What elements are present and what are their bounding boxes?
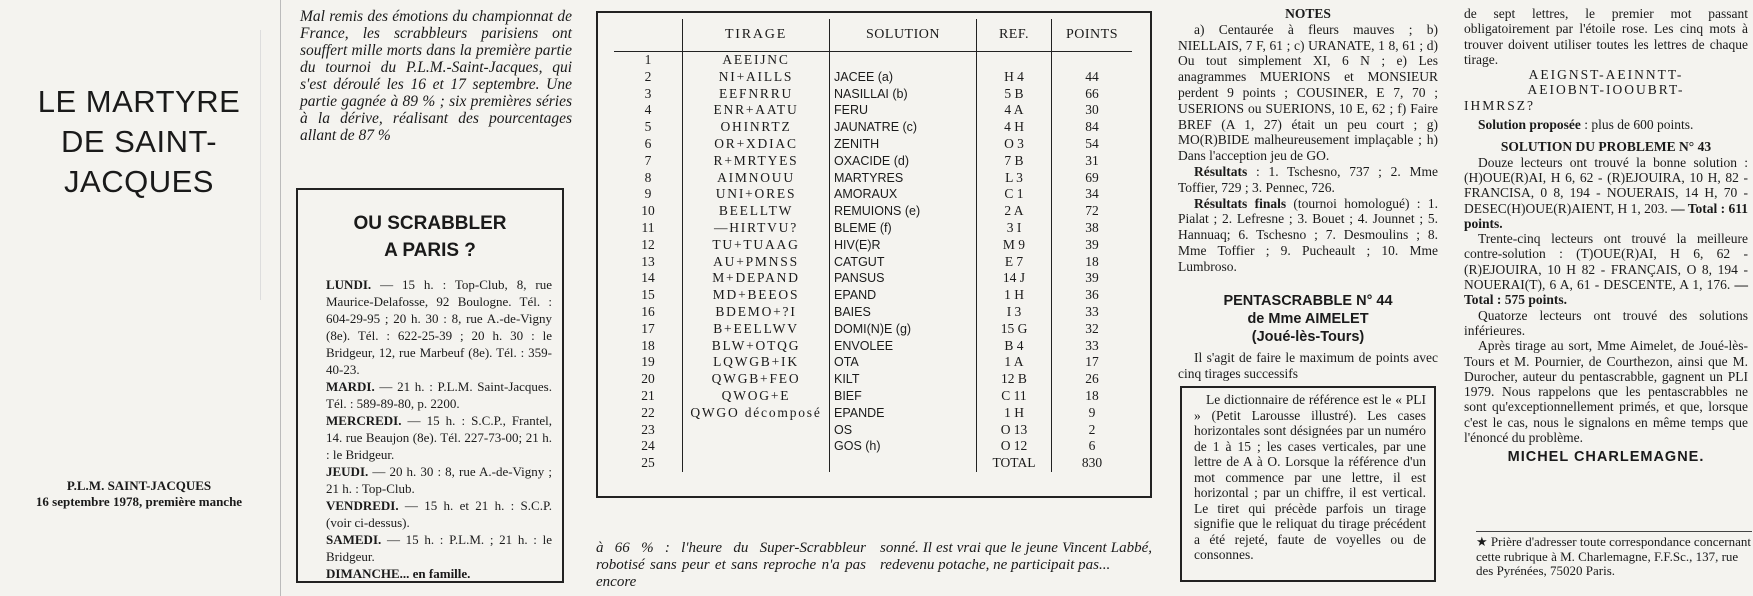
row-solution: CATGUT [830, 254, 977, 271]
day-text: — 15 h. : Top-Club, 8, rue Maurice-Delafosse, 92 Boulogne. Tél. : 604-29-95 ; 20 h. 30 : 8, rue A.-de-Vigny (8e). Tél. : 622-25-39 ; 20 h. 30 : le Bridgeur, 12, rue Marbeuf (8e). Tél. : 359-40-23. [326, 277, 552, 377]
row-number: 9 [644, 186, 652, 202]
row-ref: TOTAL [977, 455, 1052, 472]
row-points: 18 [1052, 254, 1133, 271]
day-label: VENDREDI. [326, 498, 399, 513]
row-ref: 14 J [977, 270, 1052, 287]
row-ref: 12 B [977, 371, 1052, 388]
table-row [614, 254, 1132, 271]
row-ref: 3 I [977, 220, 1052, 237]
row-ref: 5 B [977, 86, 1052, 103]
letters-line-3: IHMRSZ? [1464, 97, 1535, 113]
row-tirage: ENR+AATU [683, 102, 830, 119]
table-row [614, 136, 1132, 153]
letters-line-1: AEIGNST-AEINNTT- [1528, 67, 1684, 83]
row-number: 11 [641, 219, 655, 235]
row-tirage: EEFNRRU [683, 86, 830, 103]
row-ref: 1 H [977, 287, 1052, 304]
row-solution: BAIES [830, 304, 977, 321]
table-row [614, 388, 1132, 405]
signature: MICHEL CHARLEMAGNE. [1507, 449, 1705, 466]
row-number: 8 [644, 169, 652, 185]
row-points: 830 [1052, 455, 1133, 472]
row-solution: BLEME (f) [830, 220, 977, 237]
day-text: — 20 h. 30 : 8, rue A.-de-Vigny ; 21 h. : Top-Club. [326, 464, 552, 496]
schedule-dimanche [326, 565, 552, 582]
row-tirage: AIMNOUU [683, 170, 830, 187]
row-number: 7 [644, 152, 652, 168]
row-tirage [683, 438, 830, 455]
row-solution: ENVOLEE [830, 338, 977, 355]
caption-line-2: 16 septembre 1978, première manche [35, 494, 243, 509]
row-tirage: BEELLTW [683, 203, 830, 220]
row-number: 4 [644, 102, 652, 118]
table-row [614, 371, 1132, 388]
table-header-row [614, 19, 1132, 52]
row-ref: M 9 [977, 237, 1052, 254]
row-solution: JACEE (a) [830, 69, 977, 86]
schedule-mardi [326, 378, 552, 412]
row-number: 18 [641, 337, 655, 353]
header-points: POINTS [1052, 19, 1133, 52]
solution-total: — Total : 611 points. [1464, 200, 1749, 231]
row-ref: E 7 [977, 254, 1052, 271]
row-number: 6 [644, 135, 652, 151]
final-results-label: Résultats finals [1194, 195, 1287, 211]
proposed-text: : plus de 600 points. [1580, 117, 1694, 133]
row-number: 19 [641, 354, 655, 370]
schedule-mercredi [326, 412, 552, 463]
table-row [614, 338, 1132, 355]
notes-text: a) Centaurée à fleurs mauves ; b) NIELLAIS, 7 F, 61 ; c) URANATE, 1 8, 61 ; d) Ou tout simplement XI, 6 N ; e) Les anagrammes MUERIONS et MONSIEUR perdent 9 points ; COUSINER, E 7, 70 ; USERIONS ou SUERIONS, 10 E, 62 ; f) Faire BREF (A 1, 27) était un peu court ; g) MO(R)BIDE malheureusement implaçable ; h) Dans l'acception jeu de GO. [1178, 21, 1438, 164]
schedule-jeudi [326, 463, 552, 497]
table-row [614, 237, 1132, 254]
table-row [614, 170, 1132, 187]
ou-scrabbler-heading [298, 210, 562, 264]
table-row [614, 270, 1132, 287]
row-points: 84 [1052, 119, 1133, 136]
row-solution: OS [830, 422, 977, 439]
row-solution: EPANDE [830, 405, 977, 422]
row-solution: REMUIONS (e) [830, 203, 977, 220]
table-row [614, 220, 1132, 237]
table-row [614, 354, 1132, 371]
pentascrabble-intro: Il s'agit de faire le maximum de points avec cinq tirages successifs [1178, 350, 1438, 381]
row-tirage: LQWGB+IK [683, 354, 830, 371]
row-points: 39 [1052, 270, 1133, 287]
row-points: 2 [1052, 422, 1133, 439]
table-row [614, 438, 1132, 455]
solution-body: Douze lecteurs ont trouvé la bonne solution : (H)OUE(R)AI, H 6, 62 - (R)EJOUIRA, 10 H, 82 - FRANCISA, 0 8, 194 - NOUERAIS, 14 H, 70 - DESEC(H)OUE(R)AIENT, H 1, 203. [1464, 154, 1748, 216]
ou-scrabbler-box [296, 188, 564, 583]
notes-final-results [1178, 196, 1438, 275]
row-points: 36 [1052, 287, 1133, 304]
row-number: 22 [641, 404, 655, 420]
row-tirage: QWGB+FEO [683, 371, 830, 388]
header-number [614, 19, 683, 52]
counter-solution-text [1464, 231, 1748, 307]
game-table-box [596, 11, 1152, 498]
draw-text: Après tirage au sort, Mme Aimelet, de Joué-lès-Tours et M. Pournier, de Courthezon, ainsi que M. Durocher, auteur du pentascrabble, gagnent un PLI 1979. Nous rappelons que les pentascrabbles ne sont qu'exceptionnellement primés, et que, lorsque c'est le cas, nous le signalons en même temps que l'énoncé du problème. [1464, 338, 1748, 446]
table-row [614, 186, 1132, 203]
row-tirage: TU+TUAAG [683, 237, 830, 254]
row-solution: PANSUS [830, 270, 977, 287]
row-points: 32 [1052, 321, 1133, 338]
bottom-text-col2: sonné. Il est vrai que le jeune Vincent Labbé, redevenu potache, ne participait pas... [880, 540, 1152, 573]
row-number: 17 [641, 320, 655, 336]
row-tirage [683, 455, 830, 472]
solution-text [1464, 155, 1748, 231]
title-text: LE MARTYRE DE SAINT-JACQUES [37, 84, 241, 199]
row-ref: 15 G [977, 321, 1052, 338]
row-points: 31 [1052, 153, 1133, 170]
row-ref: 1 H [977, 405, 1052, 422]
row-ref: 4 A [977, 102, 1052, 119]
row-solution [830, 455, 977, 472]
caption-line-1: P.L.M. SAINT-JACQUES [66, 478, 212, 493]
row-solution: BIEF [830, 388, 977, 405]
ou-scrabbler-body [298, 276, 562, 582]
game-table [614, 19, 1132, 472]
row-number: 13 [641, 253, 655, 269]
dictionary-box: Le dictionnaire de référence est le « PLI » (Petit Larousse illustré). Les cases horizontales sont désignées par un numéro de 1 à 15 ; les cases verticales, par une lettre de A à O. Lorsque la référence d'un mot commence par une lettre, il est horizontal ; par un chiffre, il est vertical. Le tiret qui précède parfois un tirage signifie que le reliquat du tirage précédent a été rejeté, faute de voyelles ou de consonnes. [1180, 386, 1436, 582]
day-label: LUNDI. [326, 277, 372, 292]
row-tirage: OR+XDIAC [683, 136, 830, 153]
final-results-text: (tournoi homologué) : 1. Pialat ; 2. Lefresne ; 3. Bouet ; 4. Jounnet ; 5. Hannuaq; 6. Tschesno ; 7. Desmoulins ; 8. Mme Toffier ; 9. Pucheault ; 10. Mme Lumbroso. [1178, 195, 1439, 274]
row-points: 33 [1052, 338, 1133, 355]
row-number: 16 [641, 303, 655, 319]
row-tirage: B+EELLWV [683, 321, 830, 338]
row-points: 33 [1052, 304, 1133, 321]
row-solution: FERU [830, 102, 977, 119]
row-ref: C 11 [977, 388, 1052, 405]
table-row [614, 86, 1132, 103]
row-ref [977, 52, 1052, 69]
row-ref: O 12 [977, 438, 1052, 455]
row-tirage [683, 422, 830, 439]
letters-line-2: AEIOBNT-IOOUBRT- [1527, 82, 1685, 98]
row-points: 39 [1052, 237, 1133, 254]
notes-section [1178, 6, 1438, 275]
row-solution: MARTYRES [830, 170, 977, 187]
proposed-label: Solution proposée [1478, 117, 1581, 133]
day-text: — 21 h. : P.L.M. Saint-Jacques. Tél. : 589-89-80, p. 2200. [326, 379, 552, 411]
article-title [0, 82, 278, 202]
table-row [614, 203, 1132, 220]
row-solution: JAUNATRE (c) [830, 119, 977, 136]
row-points: 6 [1052, 438, 1133, 455]
row-points: 34 [1052, 186, 1133, 203]
row-tirage: MD+BEEOS [683, 287, 830, 304]
row-points: 30 [1052, 102, 1133, 119]
intro-paragraph: Mal remis des émotions du championnat de France, les scrabbleurs parisiens ont souffert mille morts dans la première partie du tournoi du P.L.M.-Saint-Jacques, qui s'est déroulé les 16 et 17 septembre. Une partie gagnée à 89 % ; six premières séries à la dérive, réalisant des pourcentages allant de 87 % [300, 8, 572, 144]
row-points: 26 [1052, 371, 1133, 388]
photo-caption [0, 478, 278, 510]
table-row [614, 304, 1132, 321]
row-number: 2 [644, 68, 652, 84]
table-row [614, 102, 1132, 119]
row-solution: DOMI(N)E (g) [830, 321, 977, 338]
table-row [614, 153, 1132, 170]
right-column [1464, 6, 1748, 466]
row-tirage: M+DEPAND [683, 270, 830, 287]
row-ref: 7 B [977, 153, 1052, 170]
row-solution: AMORAUX [830, 186, 977, 203]
row-number: 1 [644, 52, 652, 67]
table-body [614, 52, 1132, 472]
row-ref: 1 A [977, 354, 1052, 371]
header-tirage: TIRAGE [683, 19, 830, 52]
row-number: 3 [644, 85, 652, 101]
row-tirage: BLW+OTQG [683, 338, 830, 355]
row-solution: OTA [830, 354, 977, 371]
row-points: 9 [1052, 405, 1133, 422]
table-row [614, 119, 1132, 136]
header-solution: SOLUTION [830, 19, 977, 52]
row-ref: 2 A [977, 203, 1052, 220]
row-solution [830, 52, 977, 69]
row-tirage: R+MRTYES [683, 153, 830, 170]
row-tirage: QWOG+E [683, 388, 830, 405]
row-ref: 4 H [977, 119, 1052, 136]
row-number: 15 [641, 287, 655, 303]
table-row [614, 422, 1132, 439]
row-tirage: AU+PMNSS [683, 254, 830, 271]
table-row [614, 287, 1132, 304]
results-label: Résultats [1194, 163, 1248, 179]
row-tirage: NI+AILLS [683, 69, 830, 86]
row-tirage: UNI+ORES [683, 186, 830, 203]
row-points: 72 [1052, 203, 1133, 220]
row-solution: EPAND [830, 287, 977, 304]
row-ref: L 3 [977, 170, 1052, 187]
row-ref: C 1 [977, 186, 1052, 203]
row-solution: OXACIDE (d) [830, 153, 977, 170]
row-number: 10 [641, 203, 655, 219]
solution-heading: SOLUTION DU PROBLEME N° 43 [1500, 139, 1712, 155]
counter-body: Trente-cinq lecteurs ont trouvé la meilleure contre-solution : (T)OUE(R)AI, H 6, 62 - (R)EJOUIRA, 10 H 82 - FRANÇAIS, O 8, 194 - NOUERAI(T), 6 A, 61 - DESCENTE, A 1, 176. [1464, 231, 1748, 293]
proposed-solution [1464, 117, 1748, 132]
day-label: JEUDI. [326, 464, 369, 479]
day-text: — 15 h. et 21 h. : S.C.P. (voir ci-dessus). [326, 498, 552, 530]
row-points: 66 [1052, 86, 1133, 103]
row-number: 21 [641, 387, 655, 403]
row-ref: H 4 [977, 69, 1052, 86]
table-row [614, 455, 1132, 472]
row-number: 24 [641, 438, 655, 454]
notes-heading: NOTES [1285, 6, 1331, 21]
row-number: 25 [641, 455, 655, 471]
header-ref: REF. [977, 19, 1052, 52]
row-tirage: —HIRTVU? [683, 220, 830, 237]
row-points: 18 [1052, 388, 1133, 405]
row-solution: ZENITH [830, 136, 977, 153]
row-ref: O 3 [977, 136, 1052, 153]
row-ref: B 4 [977, 338, 1052, 355]
row-number: 12 [641, 236, 655, 252]
column-rule [280, 0, 281, 596]
row-number: 23 [641, 421, 655, 437]
day-label: DIMANCHE... en famille. [326, 566, 471, 581]
row-points: 38 [1052, 220, 1133, 237]
row-number: 20 [641, 371, 655, 387]
schedule-samedi [326, 531, 552, 565]
row-solution: HIV(E)R [830, 237, 977, 254]
bottom-text-col1: à 66 % : l'heure du Super-Scrabbleur robotisé sans peur et sans reproche n'a pas encore [596, 540, 866, 590]
day-text: — 15 h. : S.C.P., Frantel, 14. rue Beaujon (8e). Tél. 227-73-00; 21 h. : le Bridgeur. [326, 413, 552, 462]
table-row [614, 52, 1132, 69]
row-ref: I 3 [977, 304, 1052, 321]
heading-line-1: OU SCRABBLER [353, 213, 507, 234]
pentascrabble-heading [1178, 292, 1438, 346]
table-row [614, 405, 1132, 422]
table-row [614, 321, 1132, 338]
day-label: SAMEDI. [326, 532, 382, 547]
counter-total: — Total : 575 points. [1464, 277, 1748, 308]
table-row [614, 69, 1132, 86]
inferior-solutions: Quatorze lecteurs ont trouvé des solutions inférieures. [1464, 307, 1748, 338]
penta-continuation: de sept lettres, le premier mot passant obligatoirement par l'étoile rose. Les cinq mots à trouver doivent utiliser toutes les lettres de chaque tirage. [1464, 6, 1748, 67]
row-points: 44 [1052, 69, 1133, 86]
row-number: 14 [641, 270, 655, 286]
row-points [1052, 52, 1133, 69]
penta-heading-line-1: PENTASCRABBLE N° 44 [1223, 293, 1393, 309]
schedule-lundi [326, 276, 552, 378]
penta-heading-line-2: de Mme AIMELET [1247, 311, 1369, 327]
row-tirage: AEEIJNC [683, 52, 830, 69]
row-solution: KILT [830, 371, 977, 388]
penta-heading-line-3: (Joué-lès-Tours) [1251, 329, 1365, 345]
footnote: ★ Prière d'adresser toute correspondance concernant cette rubrique à M. Charlemagne, F.F.Sc., 137, rue des Pyrénées, 75020 Paris. [1476, 531, 1752, 579]
row-points: 17 [1052, 354, 1133, 371]
day-text: — 15 h. : P.L.M. ; 21 h. : le Bridgeur. [326, 532, 552, 564]
row-ref: O 13 [977, 422, 1052, 439]
notes-results [1178, 164, 1438, 196]
row-solution: GOS (h) [830, 438, 977, 455]
row-points: 54 [1052, 136, 1133, 153]
row-solution: NASILLAI (b) [830, 86, 977, 103]
row-number: 5 [644, 119, 652, 135]
row-points: 69 [1052, 170, 1133, 187]
row-tirage: BDEMO+?I [683, 304, 830, 321]
row-tirage: OHINRTZ [683, 119, 830, 136]
row-tirage: QWGO décomposé [683, 405, 830, 422]
schedule-vendredi [326, 497, 552, 531]
day-label: MARDI. [326, 379, 375, 394]
day-label: MERCREDI. [326, 413, 402, 428]
results-text: : 1. Tschesno, 737 ; 2. Mme Toffier, 729 ; 3. Pennec, 726. [1178, 163, 1438, 195]
heading-line-2: A PARIS ? [384, 240, 476, 261]
